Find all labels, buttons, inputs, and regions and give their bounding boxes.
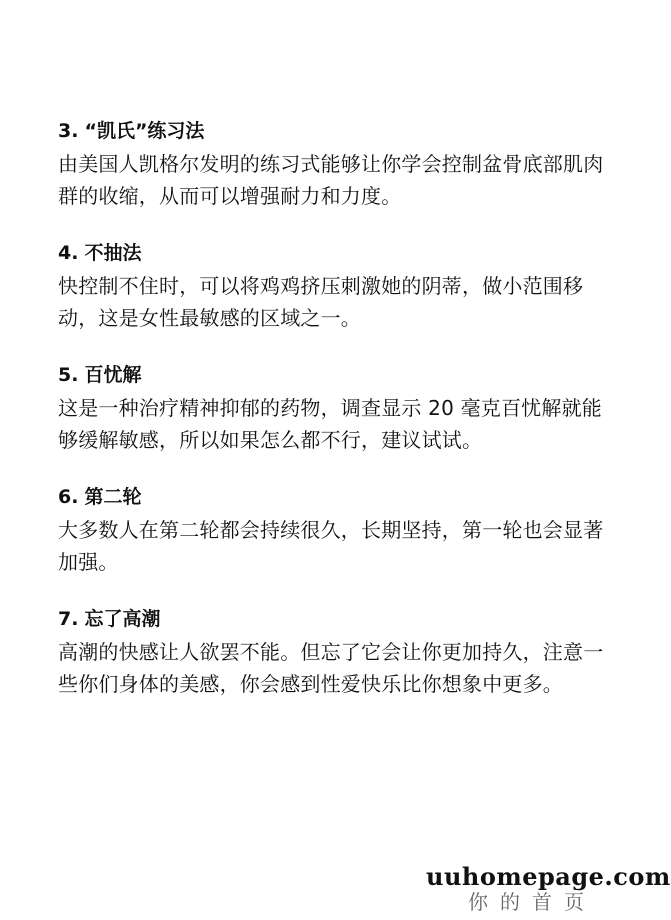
section-body: 由美国人凯格尔发明的练习式能够让你学会控制盆骨底部肌肉群的收缩，从而可以增强耐力和力度。 — [58, 152, 604, 208]
section-number: 5. — [58, 364, 79, 386]
section-title: “凯氏”练习法 — [84, 120, 205, 142]
section-heading — [58, 604, 618, 634]
section-title: 百忧解 — [84, 364, 142, 386]
section-body: 这是一种治疗精神抑郁的药物，调查显示 20 毫克百忧解就能够缓解敏感，所以如果怎么都不行，建议试试。 — [58, 396, 602, 452]
section-number: 6. — [58, 486, 79, 508]
watermark-domain: uuhomepage.com — [426, 862, 671, 891]
section-number: 7. — [58, 608, 79, 630]
section-heading — [58, 238, 618, 268]
section-body: 大多数人在第二轮都会持续很久，长期坚持，第一轮也会显著加强。 — [58, 518, 604, 574]
watermark-subtitle: 你的首页 — [468, 890, 596, 914]
section-number: 3. — [58, 120, 79, 142]
section-heading — [58, 482, 618, 512]
section-body: 高潮的快感让人欲罢不能。但忘了它会让你更加持久，注意一些你们身体的美感，你会感到性爱快乐比你想象中更多。 — [58, 640, 604, 696]
section-title: 忘了高潮 — [84, 608, 161, 630]
section-5 — [58, 360, 618, 456]
section-title: 第二轮 — [84, 486, 142, 508]
section-heading — [58, 360, 618, 390]
section-4 — [58, 238, 618, 334]
section-3 — [58, 116, 618, 212]
section-body: 快控制不住时，可以将鸡鸡挤压刺激她的阴蒂，做小范围移动，这是女性最敏感的区域之一。 — [58, 274, 584, 330]
section-heading — [58, 116, 618, 146]
article-content — [58, 116, 618, 726]
section-title: 不抽法 — [84, 242, 142, 264]
section-number: 4. — [58, 242, 79, 264]
section-6 — [58, 482, 618, 578]
section-7 — [58, 604, 618, 700]
watermark — [426, 862, 671, 914]
